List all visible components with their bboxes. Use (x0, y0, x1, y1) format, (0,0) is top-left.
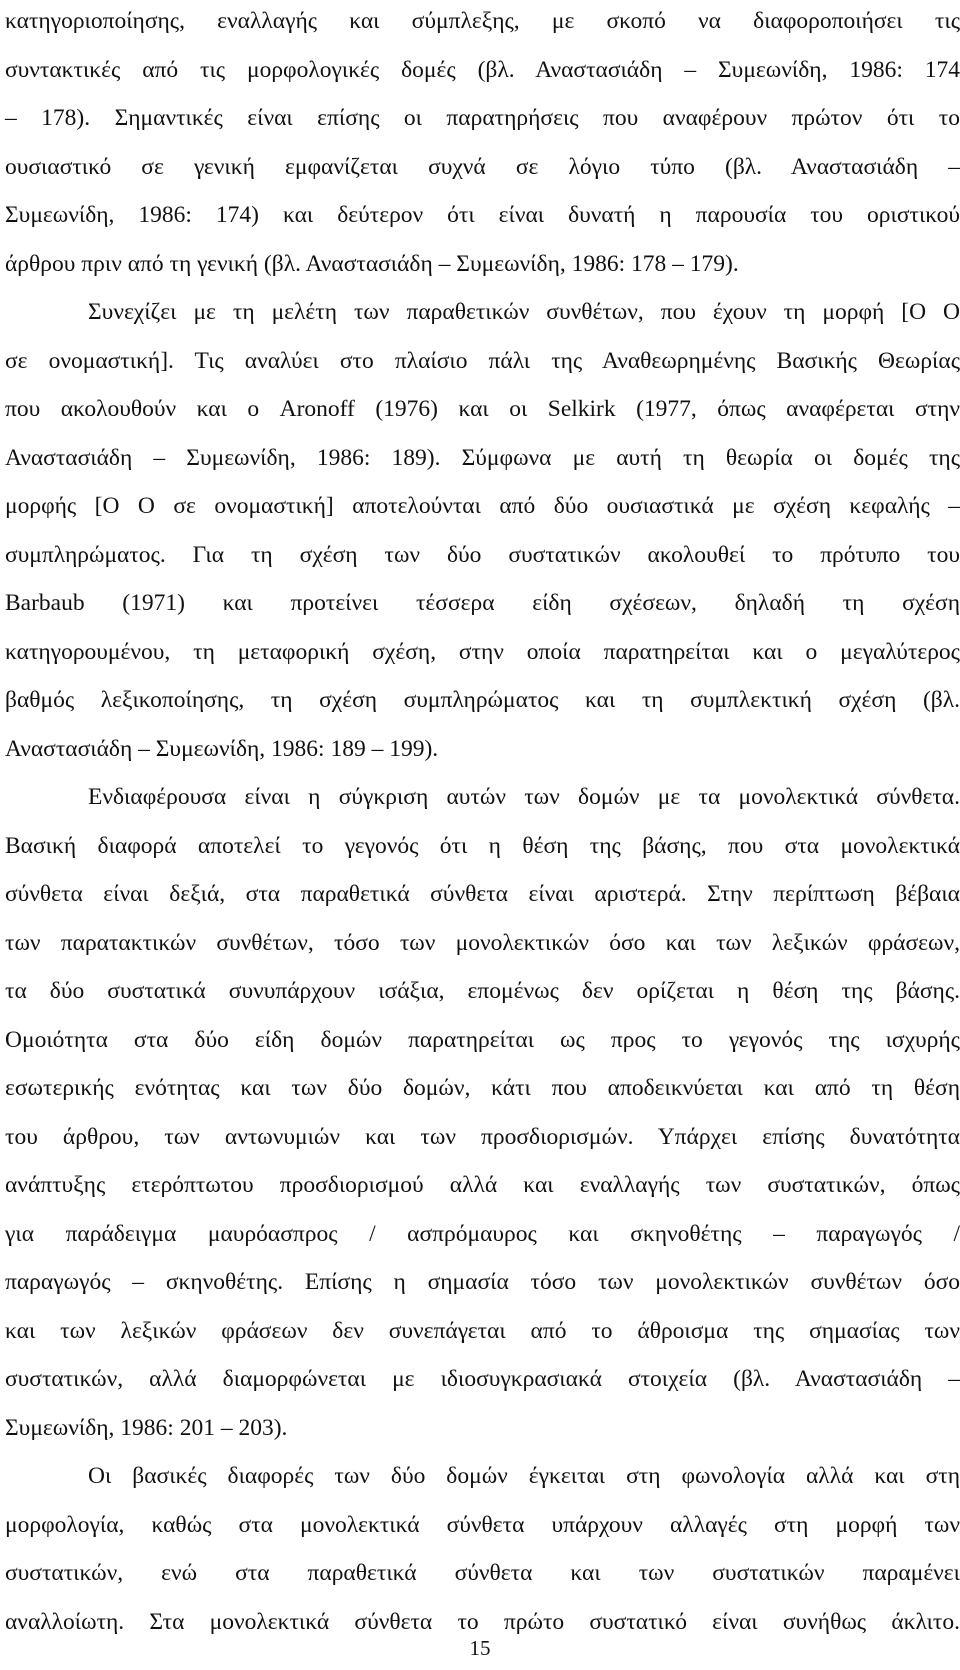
text-line: κατηγορουμένου, τη μεταφορική σχέση, στην οποία παρατηρείται και ο μεγαλύτερος (5, 638, 960, 665)
text-line: μορφολογία, καθώς στα μονολεκτικά σύνθετα υπάρχουν αλλαγές στη μορφή των (5, 1511, 960, 1538)
text-line: Συμεωνίδη, 1986: 201 – 203). (5, 1414, 288, 1441)
text-line: Συνεχίζει με τη μελέτη των παραθετικών συνθέτων, που έχουν τη μορφή [Ο Ο (88, 299, 960, 325)
text-line: συμπληρώματος. Για τη σχέση των δύο συστατικών ακολουθεί το πρότυπο του (5, 541, 960, 568)
text-line: Ομοιότητα στα δύο είδη δομών παρατηρείται ως προς το γεγονός της ισχυρής (5, 1026, 960, 1053)
text-line: Barbaub (1971) και προτείνει τέσσερα είδη σχέσεων, δηλαδή τη σχέση (5, 590, 960, 616)
text-line: συντακτικές από τις μορφολογικές δομές (βλ. Αναστασιάδη – Συμεωνίδη, 1986: 174 (5, 56, 960, 83)
text-line: άρθρου πριν από τη γενική (βλ. Αναστασιάδη – Συμεωνίδη, 1986: 178 – 179). (5, 250, 739, 277)
text-line: που ακολουθούν και ο Aronoff (1976) και οι Selkirk (1977, όπως αναφέρεται στην (5, 396, 960, 422)
text-line: Βασική διαφορά αποτελεί το γεγονός ότι η θέση της βάσης, που στα μονολεκτικά (5, 832, 960, 859)
text-line: Ενδιαφέρουσα είναι η σύγκριση αυτών των δομών με τα μονολεκτικά σύνθετα. (88, 784, 960, 810)
text-line: αναλλοίωτη. Στα μονολεκτικά σύνθετα το πρώτο συστατικό είναι συνήθως άκλιτο. (5, 1608, 960, 1635)
text-line: για παράδειγμα μαυρόασπρος / ασπρόμαυρος και σκηνοθέτης – παραγωγός / (5, 1220, 960, 1247)
page-number: 15 (469, 1636, 491, 1660)
text-line: – 178). Σημαντικές είναι επίσης οι παρατηρήσεις που αναφέρουν πρώτον ότι το (5, 105, 960, 131)
text-line: συστατικών, αλλά διαμορφώνεται με ιδιοσυγκρασιακά στοιχεία (βλ. Αναστασιάδη – (5, 1366, 960, 1392)
body-text (5, 2, 960, 1651)
text-line: του άρθρου, των αντωνυμιών και των προσδιορισμών. Υπάρχει επίσης δυνατότητα (5, 1123, 960, 1150)
text-line: Αναστασιάδη – Συμεωνίδη, 1986: 189 – 199). (5, 735, 439, 762)
text-line: ανάπτυξης ετερόπτωτου προσδιορισμού αλλά και εναλλαγής των συστατικών, όπως (5, 1172, 960, 1198)
text-line: Συμεωνίδη, 1986: 174) και δεύτερον ότι είναι δυνατή η παρουσία του οριστικού (5, 202, 960, 228)
text-line: παραγωγός – σκηνοθέτης. Επίσης η σημασία τόσο των μονολεκτικών συνθέτων όσο (5, 1269, 960, 1295)
text-line: τα δύο συστατικά συνυπάρχουν ισάξια, επομένως δεν ορίζεται η θέση της βάσης. (5, 978, 960, 1004)
text-line: ουσιαστικό σε γενική εμφανίζεται συχνά σε λόγιο τύπο (βλ. Αναστασιάδη – (5, 153, 960, 180)
text-line: συστατικών, ενώ στα παραθετικά σύνθετα και των συστατικών παραμένει (5, 1560, 960, 1586)
text-line: μορφής [Ο Ο σε ονομαστική] αποτελούνται από δύο ουσιαστικά με σχέση κεφαλής – (5, 493, 960, 519)
text-line: σύνθετα είναι δεξιά, στα παραθετικά σύνθετα είναι αριστερά. Στην περίπτωση βέβαια (5, 881, 960, 907)
text-line: Οι βασικές διαφορές των δύο δομών έγκειται στη φωνολογία αλλά και στη (88, 1463, 960, 1489)
text-line: και των λεξικών φράσεων δεν συνεπάγεται από το άθροισμα της σημασίας των (5, 1317, 960, 1344)
text-line: σε ονομαστική]. Τις αναλύει στο πλαίσιο πάλι της Αναθεωρημένης Βασικής Θεωρίας (5, 347, 960, 374)
text-line: κατηγοριοποίησης, εναλλαγής και σύμπλεξης, με σκοπό να διαφοροποιήσει τις (5, 8, 960, 34)
text-line: βαθμός λεξικοποίησης, τη σχέση συμπληρώματος και τη συμπλεκτική σχέση (βλ. (5, 687, 960, 713)
text-line: Αναστασιάδη – Συμεωνίδη, 1986: 189). Σύμφωνα με αυτή τη θεωρία οι δομές της (5, 444, 960, 471)
text-line: εσωτερικής ενότητας και των δύο δομών, κάτι που αποδεικνύεται και από τη θέση (5, 1075, 960, 1101)
text-line: των παρατακτικών συνθέτων, τόσο των μονολεκτικών όσο και των λεξικών φράσεων, (5, 929, 960, 956)
